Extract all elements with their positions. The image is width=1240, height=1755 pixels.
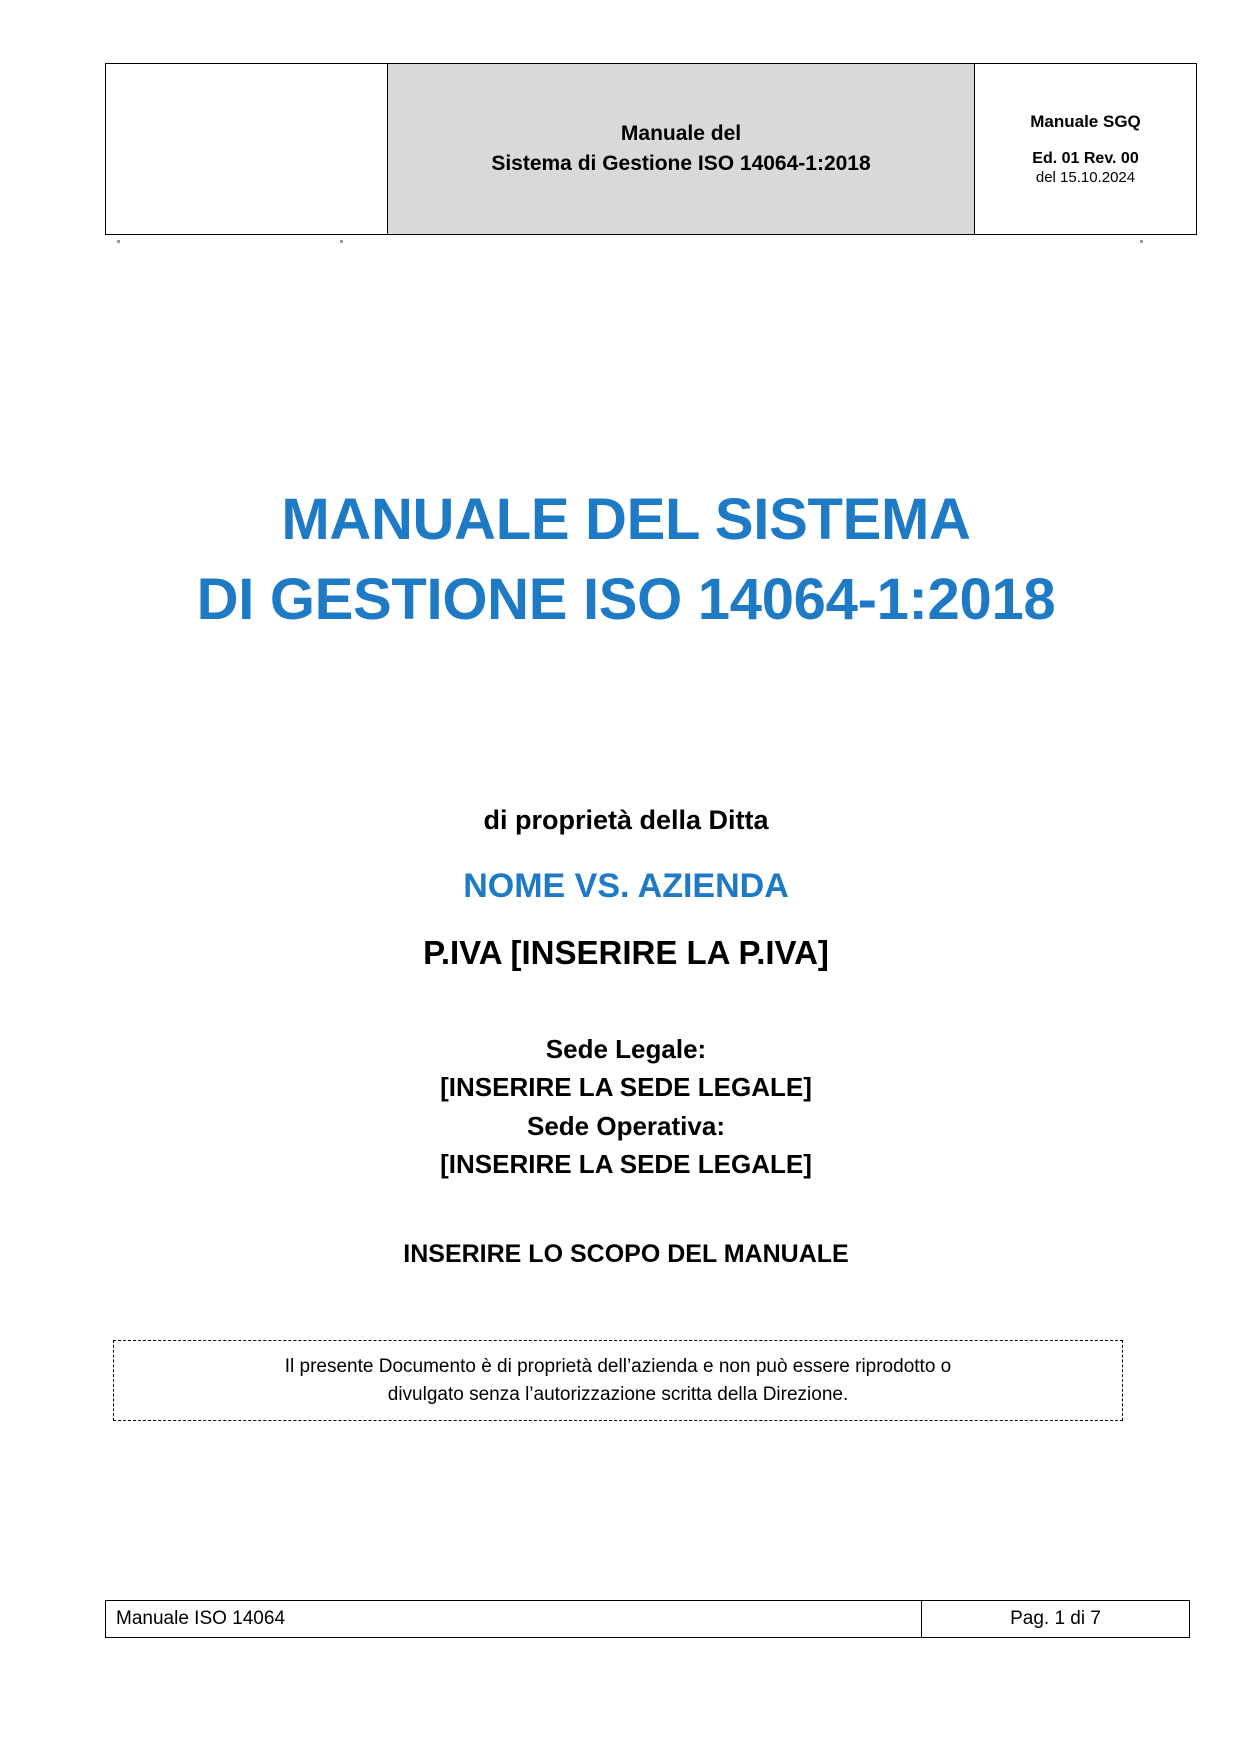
header-revision-cell: [975, 64, 1197, 235]
header-title-line-1: Manuale del: [620, 121, 742, 145]
header-logo-cell: [106, 64, 388, 235]
legal-seat-value: [INSERIRE LA SEDE LEGALE]: [440, 1072, 812, 1103]
page-title: [105, 480, 1147, 640]
vat-number: P.IVA [INSERIRE LA P.IVA]: [423, 934, 829, 972]
tick-mark: [117, 240, 120, 243]
header-title-cell: [388, 64, 975, 235]
legal-seat-label: Sede Legale:: [545, 1034, 707, 1064]
operative-seat-label: Sede Operativa:: [527, 1110, 725, 1141]
manual-scope: INSERIRE LO SCOPO DEL MANUALE: [403, 1240, 849, 1268]
document-header-table: [105, 63, 1197, 235]
footer-page-number: Pag. 1 di 7: [922, 1601, 1190, 1638]
footer-document-name: Manuale ISO 14064: [106, 1601, 922, 1638]
owner-label: di proprietà della Ditta: [483, 805, 769, 835]
page-title-line-1: MANUALE DEL SISTEMA: [281, 487, 971, 552]
address-block: [105, 1030, 1147, 1184]
owner-block: [105, 800, 1147, 976]
operative-seat-value: [INSERIRE LA SEDE LEGALE]: [440, 1149, 812, 1180]
page-title-line-2: DI GESTIONE ISO 14064-1:2018: [196, 567, 1056, 633]
tick-mark: [340, 240, 343, 243]
header-doc-type: Manuale SGQ: [1030, 111, 1141, 131]
tick-mark: [1140, 240, 1143, 243]
confidentiality-line-2: divulgato senza l’autorizzazione scritta della Direzione.: [387, 1383, 849, 1405]
header-date: del 15.10.2024: [1035, 168, 1136, 186]
header-title-line-2: Sistema di Gestione ISO 14064-1:2018: [491, 152, 871, 175]
confidentiality-line-1: Il presente Documento è di proprietà dell’azienda e non può essere riprodotto o: [284, 1356, 952, 1377]
company-name: NOME VS. AZIENDA: [463, 866, 789, 905]
document-footer-table: [105, 1600, 1190, 1638]
footer-row: [106, 1601, 1190, 1638]
confidentiality-notice: [113, 1340, 1123, 1421]
header-tick-marks: [0, 240, 1240, 250]
header-edition: Ed. 01 Rev. 00: [1032, 149, 1139, 167]
header-row: [106, 64, 1197, 235]
